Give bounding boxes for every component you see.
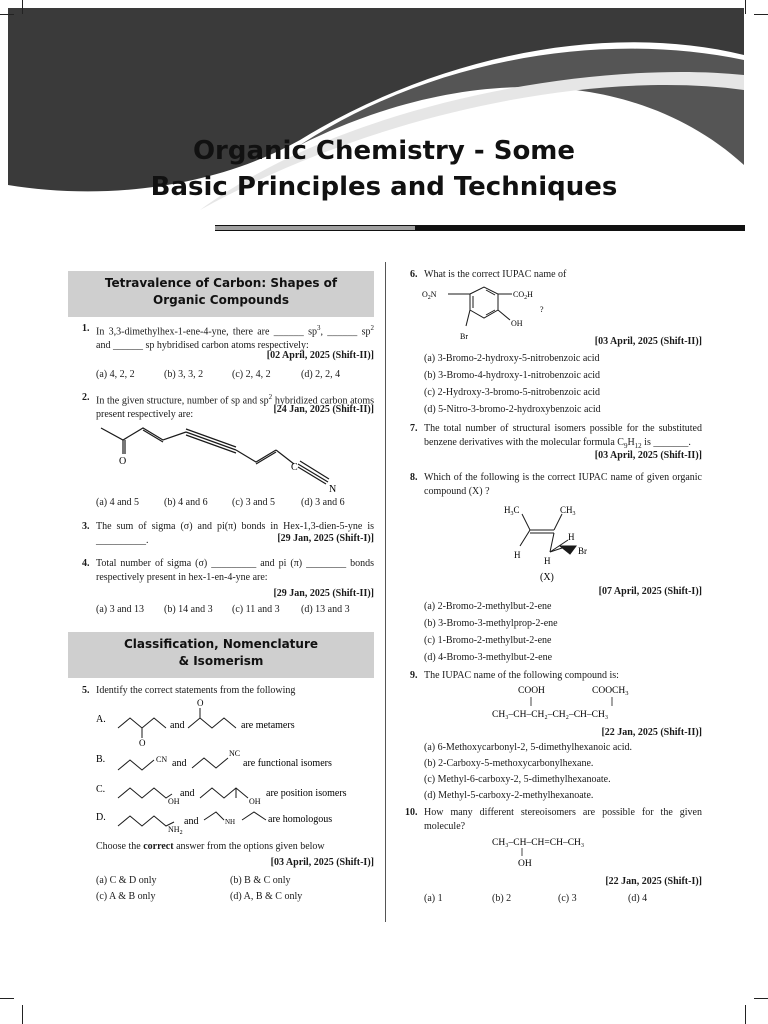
label-oh: OH xyxy=(511,319,523,328)
question-number: 4. xyxy=(82,558,90,569)
question-number: 9. xyxy=(410,670,418,681)
structure-q2 xyxy=(96,416,356,496)
question-source: [03 April, 2025 (Shift-II)] xyxy=(594,336,702,347)
atom-label-nh: NH xyxy=(225,818,236,826)
option-d: (d) 3 and 6 xyxy=(301,497,345,508)
question-number: 6. xyxy=(410,269,418,280)
label-h: H xyxy=(544,556,551,566)
text-part: H xyxy=(627,436,635,448)
question-source: [29 Jan, 2025 (Shift-II)] xyxy=(273,588,374,599)
text-part: Choose the xyxy=(96,841,144,852)
row-description: are metamers xyxy=(241,720,295,731)
question-4 xyxy=(82,557,374,584)
text: O xyxy=(422,290,428,299)
question-number: 10. xyxy=(405,807,418,818)
choose-instruction xyxy=(96,840,374,854)
question-source: [22 Jan, 2025 (Shift-II)] xyxy=(601,727,702,738)
atom-label-cn: CN xyxy=(156,755,168,764)
option-a: (a) C & D only xyxy=(96,875,157,886)
option-c: (c) 1-Bromo-2-methylbut-2-ene xyxy=(424,635,552,646)
text: CH xyxy=(560,505,573,515)
crop-mark xyxy=(754,998,768,999)
crop-mark xyxy=(745,0,746,14)
option-d: (d) 5-Nitro-3-bromo-2-hydroxybenzoic acid xyxy=(424,404,601,415)
question-number: 5. xyxy=(82,685,90,696)
section-heading-line: Classification, Nomenclature xyxy=(123,637,319,651)
label-h3c xyxy=(504,505,520,517)
question-number: 7. xyxy=(410,423,418,434)
text-bold: correct xyxy=(143,841,174,852)
option-a: (a) 1 xyxy=(424,893,443,904)
option-a: (a) 6-Methoxycarbonyl-2, 5-dimethylhexanoic acid. xyxy=(424,742,632,753)
section-heading-classification xyxy=(68,632,374,678)
text-part: answer from the options given below xyxy=(173,841,325,852)
option-c: (c) 2, 4, 2 xyxy=(232,369,271,380)
text: C xyxy=(513,505,520,515)
subscript: 3 xyxy=(625,690,629,697)
atom-label-oh: OH xyxy=(249,797,261,806)
option-b: (b) 3, 3, 2 xyxy=(164,369,204,380)
question-source: [22 Jan, 2025 (Shift-I)] xyxy=(605,876,702,887)
option-d: (d) 13 and 3 xyxy=(301,604,350,615)
structure-q6 xyxy=(422,282,562,344)
text-part: The total number of structural isomers possible for the substituted benzene derivatives with the molecular formula C xyxy=(424,423,702,448)
structures-q5 xyxy=(96,698,376,838)
text: N xyxy=(430,290,437,299)
atom-label-o: O xyxy=(139,738,146,748)
question-9 xyxy=(410,669,702,683)
atom-label-o: O xyxy=(197,698,204,708)
section-heading-line: & Isomerism xyxy=(178,654,264,668)
and-label: and xyxy=(184,816,199,827)
question-source: [03 April, 2025 (Shift-II)] xyxy=(594,450,702,461)
carbon-chain: CH₃–CH–CH₂–CH₂–CH–CH₃ xyxy=(492,710,609,720)
text-part: In the given structure, number of sp and sp xyxy=(96,395,269,407)
label-cooh: COOH xyxy=(518,686,545,696)
superscript: 2 xyxy=(370,324,374,332)
crop-mark xyxy=(22,1005,23,1024)
subscript: 3 xyxy=(510,511,514,517)
option-d: (d) 4-Bromo-3-methylbut-2-ene xyxy=(424,652,553,663)
question-10 xyxy=(405,806,702,833)
subscript: 12 xyxy=(634,441,642,450)
and-label: and xyxy=(180,788,195,799)
option-c: (c) 11 and 3 xyxy=(232,604,280,615)
label-cooch3 xyxy=(592,686,629,697)
question-source: [02 April, 2025 (Shift-II)] xyxy=(266,350,374,361)
crop-mark xyxy=(22,0,23,14)
row-letter: D. xyxy=(96,812,106,823)
question-number: 8. xyxy=(410,472,418,483)
option-b: (b) B & C only xyxy=(230,875,291,886)
row-letter: C. xyxy=(96,784,106,795)
question-text: Which of the following is the correct IUPAC name of given organic compound (X) ? xyxy=(424,472,702,497)
question-text: The IUPAC name of the following compound is: xyxy=(424,670,619,681)
option-a: (a) 3 and 13 xyxy=(96,604,145,615)
subscript: 2 xyxy=(179,830,183,836)
text-part: and ______ sp hybridised carbon atoms respectively: xyxy=(96,339,309,351)
option-a: (a) 4 and 5 xyxy=(96,497,140,508)
question-number: 2. xyxy=(82,392,90,403)
option-b: (b) 4 and 6 xyxy=(164,497,208,508)
option-b: (b) 2 xyxy=(492,893,512,904)
crop-mark xyxy=(0,998,14,999)
question-source: [03 April, 2025 (Shift-I)] xyxy=(270,857,374,868)
option-c: (c) 2-Hydroxy-3-bromo-5-nitrobenzoic acid xyxy=(424,387,601,398)
text: H xyxy=(527,290,533,299)
section-heading-line: Organic Compounds xyxy=(153,293,289,307)
row-letter: A. xyxy=(96,714,106,725)
subscript: 9 xyxy=(623,441,628,450)
question-number: 1. xyxy=(82,323,90,334)
row-description: are homologous xyxy=(268,814,333,825)
label-ch3 xyxy=(560,505,576,517)
atom-label-nc: NC xyxy=(229,749,241,758)
question-source: [29 Jan, 2025 (Shift-I)] xyxy=(277,533,374,544)
question-source: [24 Jan, 2025 (Shift-II)] xyxy=(273,404,374,415)
question-number: 3. xyxy=(82,521,90,532)
option-d: (d) 4 xyxy=(628,893,648,904)
option-a: (a) 3-Bromo-2-hydroxy-5-nitrobenzoic acid xyxy=(424,353,600,364)
text: H xyxy=(504,505,511,515)
option-c: (c) 3 xyxy=(558,893,577,904)
crop-mark xyxy=(754,14,768,15)
label-question-mark: ? xyxy=(540,305,544,314)
text-part: In 3,3-dimethylhex-1-ene-4-yne, there are ______ sp xyxy=(96,326,317,338)
and-label: and xyxy=(172,758,187,769)
label-oh: OH xyxy=(518,859,532,869)
atom-label-o: O xyxy=(119,456,127,467)
question-text: Identify the correct statements from the following xyxy=(96,685,296,696)
option-a: (a) 4, 2, 2 xyxy=(96,369,135,380)
label-co2h xyxy=(513,290,533,301)
text-part: is _______. xyxy=(641,436,691,448)
structure-q10 xyxy=(490,834,630,870)
nh-text: NH xyxy=(168,825,180,834)
question-source: [07 April, 2025 (Shift-I)] xyxy=(598,586,702,597)
label-h: H xyxy=(514,550,521,560)
label-x: (X) xyxy=(540,572,554,583)
chapter-title-line1: Organic Chemistry - Some xyxy=(192,136,576,166)
header-decoration xyxy=(0,0,768,240)
question-7 xyxy=(410,422,702,453)
question-text: Total number of sigma (σ) _________ and pi (π) ________ bonds respectively present in hex-1-en-4-yne are: xyxy=(96,558,374,583)
column-divider xyxy=(385,262,386,922)
subscript: 3 xyxy=(572,511,576,517)
structure-q8 xyxy=(500,500,610,586)
superscript: 3 xyxy=(316,324,321,332)
question-text: The sum of sigma (σ) and pi(π) bonds in Hex-1,3-dien-5-yne is __________. xyxy=(96,521,374,546)
option-c: (c) A & B only xyxy=(96,891,156,902)
label-no2 xyxy=(422,290,437,301)
row-description: are position isomers xyxy=(266,788,347,799)
question-8 xyxy=(410,471,702,498)
label-br: Br xyxy=(578,546,587,556)
option-d: (d) A, B & C only xyxy=(230,891,303,902)
superscript: 2 xyxy=(268,393,273,401)
option-b: (b) 14 and 3 xyxy=(164,604,213,615)
option-d: (d) 2, 2, 4 xyxy=(301,369,341,380)
text: COOCH xyxy=(592,686,626,696)
question-5 xyxy=(82,684,374,698)
option-c: (c) Methyl-6-carboxy-2, 5-dimethylhexanoate. xyxy=(424,774,611,785)
label-br: Br xyxy=(460,332,468,341)
subscript: 2 xyxy=(524,295,528,301)
text: CO xyxy=(513,290,525,299)
text-part: hybridized carbon atoms present respectively are: xyxy=(96,395,374,420)
question-text xyxy=(96,322,374,352)
row-description: are functional isomers xyxy=(243,758,332,769)
chapter-title-line2: Basic Principles and Techniques xyxy=(150,172,618,202)
atom-label-oh: OH xyxy=(168,797,180,806)
question-text: What is the correct IUPAC name of xyxy=(424,269,567,280)
option-a: (a) 2-Bromo-2-methylbut-2-ene xyxy=(424,601,552,612)
question-1 xyxy=(82,322,374,352)
option-d: (d) Methyl-5-carboxy-2-methylhexanoate. xyxy=(424,790,594,801)
option-b: (b) 3-Bromo-4-hydroxy-1-nitrobenzoic acid xyxy=(424,370,601,381)
question-6 xyxy=(410,268,702,282)
section-heading-tetravalence xyxy=(68,271,374,317)
carbon-chain: CH₃–CH–CH=CH–CH₃ xyxy=(492,838,585,848)
atom-label-n: N xyxy=(329,484,337,495)
label-h: H xyxy=(568,532,575,542)
text-part: , ______ sp xyxy=(320,326,371,338)
question-text xyxy=(424,422,702,453)
option-c: (c) 3 and 5 xyxy=(232,497,276,508)
structure-q9 xyxy=(490,682,660,724)
atom-label-c: C xyxy=(291,462,298,473)
and-label: and xyxy=(170,720,185,731)
subscript: 2 xyxy=(427,295,431,301)
option-b: (b) 2-Carboxy-5-methoxycarbonylhexane. xyxy=(424,758,594,769)
crop-mark xyxy=(0,14,14,15)
atom-label-nh2 xyxy=(168,825,183,836)
question-text: How many different stereoisomers are possible for the given molecule? xyxy=(424,807,702,832)
section-heading-line: Tetravalence of Carbon: Shapes of xyxy=(104,276,338,290)
row-letter: B. xyxy=(96,754,106,765)
crop-mark xyxy=(745,1005,746,1024)
option-b: (b) 3-Bromo-3-methylprop-2-ene xyxy=(424,618,558,629)
